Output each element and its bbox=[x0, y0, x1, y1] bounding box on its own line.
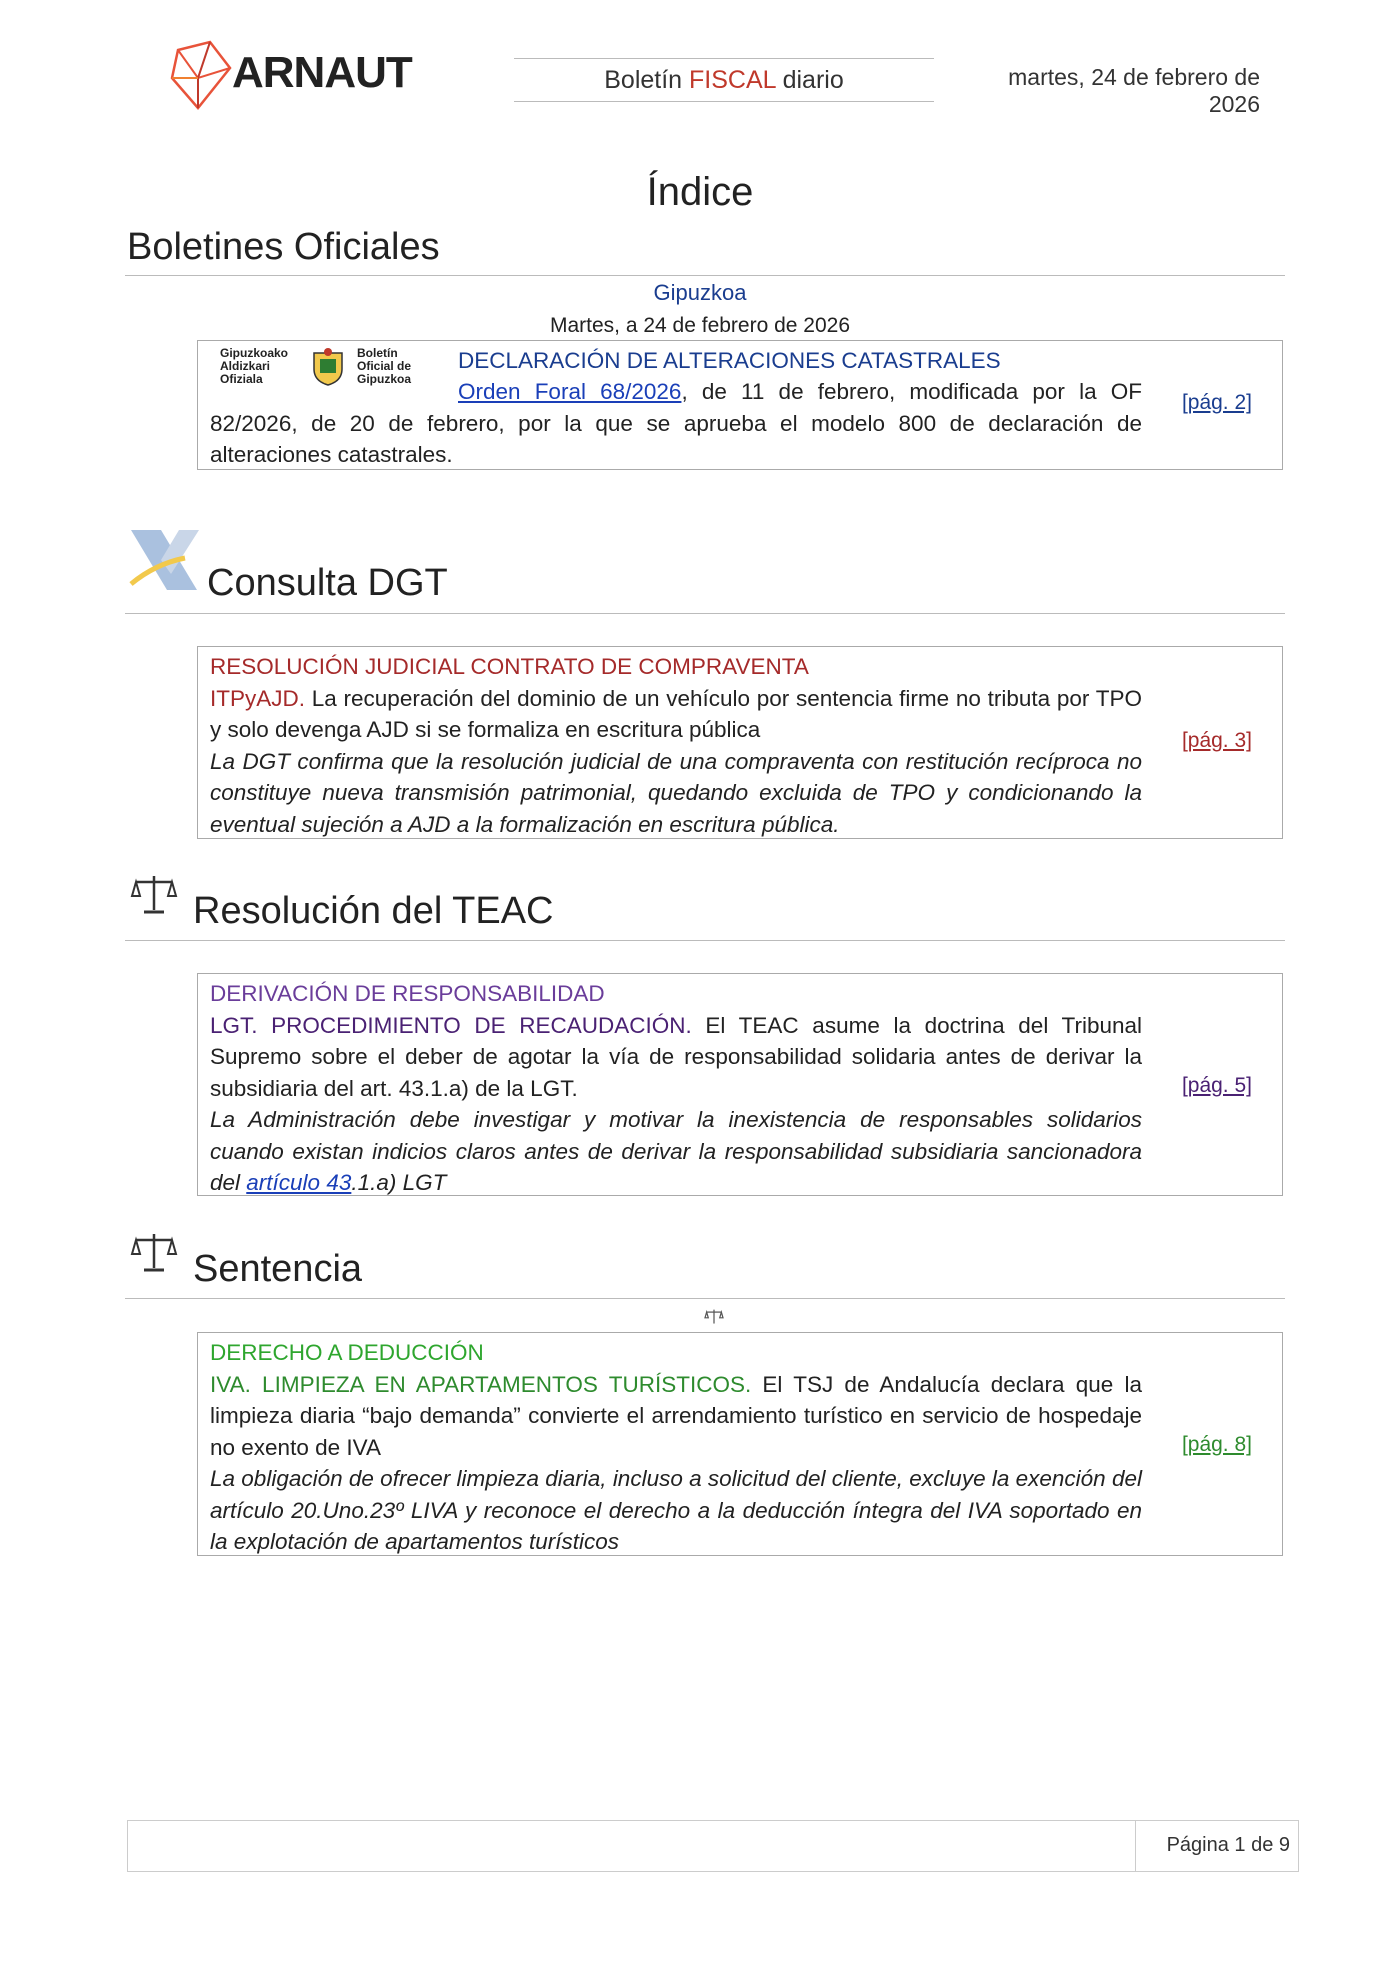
bog-logo-text-left: Gipuzkoako Aldizkari Ofiziala bbox=[220, 346, 289, 386]
small-scales-icon bbox=[704, 1308, 724, 1326]
region-label: Gipuzkoa bbox=[653, 280, 747, 305]
header-date: martes, 24 de febrero de 2026 bbox=[1008, 64, 1260, 117]
entry-lead: IVA. LIMPIEZA EN APARTAMENTOS TURÍSTICOS. bbox=[210, 1371, 752, 1397]
gazette-date: Martes, a 24 de febrero de 2026 bbox=[549, 314, 851, 337]
entry-heading: RESOLUCIÓN JUDICIAL CONTRATO DE COMPRAVENTA bbox=[210, 654, 809, 679]
arnaut-logo-icon bbox=[168, 38, 234, 112]
page-ref-link[interactable]: [pág. 3] bbox=[1181, 729, 1252, 752]
section-divider bbox=[125, 613, 1285, 614]
entry-box-boletin bbox=[197, 340, 1283, 470]
entry-summary: La obligación de ofrecer limpieza diaria, incluso a solicitud del cliente, excluye la exención del artículo 20.Uno.23º LIVA y reconoce el derecho a la deducción íntegra del IVA soportado en la explotación de apartamentos turísticos bbox=[210, 1466, 1142, 1554]
entry-summary: La Administración debe investigar y motivar la inexistencia de responsables solidarios cuando existan indicios claros antes de derivar la responsabilidad subsidiaria sancionadora del artículo 43.1.a) LGT bbox=[210, 1107, 1142, 1195]
section-title-boletines: Boletines Oficiales bbox=[127, 226, 440, 268]
entry-summary: La DGT confirma que la resolución judicial de una compraventa con restitución recíproca no constituye nueva transmisión patrimonial, quedando excluida de TPO y condicionando la eventual sujeción a AJD a la formalización en escritura pública. bbox=[210, 748, 1142, 837]
bulletin-title: Boletín FISCAL diario bbox=[514, 58, 934, 102]
entry-body: DERECHO A DEDUCCIÓN IVA. LIMPIEZA EN APARTAMENTOS TURÍSTICOS. El TSJ de Andalucía declara que la limpieza diaria “bajo demanda” convierte el arrendamiento turístico en servicio de hospedaje no exento de IVA La obligación de ofrecer limpieza diaria, incluso a solicitud del cliente, excluye la exención del artículo 20.Uno.23º LIVA y reconoce el derecho a la deducción íntegra del IVA soportado en la explotación de apartamentos turísticos bbox=[210, 1337, 1142, 1558]
entry-box-sentencia bbox=[197, 1332, 1283, 1556]
articulo-43-link[interactable]: artículo 43 bbox=[246, 1170, 352, 1195]
entry-box-dgt bbox=[197, 646, 1283, 839]
section-title-dgt: Consulta DGT bbox=[207, 562, 448, 604]
entry-heading: DERIVACIÓN DE RESPONSABILIDAD bbox=[210, 981, 605, 1006]
orden-foral-link[interactable]: Orden Foral 68/2026 bbox=[458, 379, 682, 404]
entry-body: RESOLUCIÓN JUDICIAL CONTRATO DE COMPRAVENTA ITPyAJD. La recuperación del dominio de un vehículo por sentencia firme no tributa por TPO y solo devenga AJD si se formaliza en escritura pública La DGT confirma que la resolución judicial de una compraventa con restitución recíproca no constituye nueva transmisión patrimonial, quedando excluida de TPO y condicionando la eventual sujeción a AJD a la formalización en escritura pública. bbox=[210, 651, 1142, 840]
section-title-teac: Resolución del TEAC bbox=[193, 890, 554, 932]
page-ref-link[interactable]: [pág. 5] bbox=[1181, 1074, 1252, 1097]
section-divider bbox=[125, 940, 1285, 941]
entry-lead: ITPyAJD. bbox=[210, 685, 306, 711]
section-divider bbox=[125, 1298, 1285, 1299]
entry-body: Orden Foral 68/2026, de 11 de febrero, modificada por la OF 82/2026, de 20 de febrero, por la que se aprueba el modelo 800 de declaración de alteraciones catastrales. bbox=[210, 379, 1142, 467]
page-number: Página 1 de 9 bbox=[1166, 1834, 1290, 1856]
entry-lead: LGT. PROCEDIMIENTO DE RECAUDACIÓN. bbox=[210, 1012, 692, 1038]
page-title: Índice bbox=[646, 170, 754, 214]
footer-box bbox=[127, 1820, 1299, 1872]
bulletin-fiscal-word: FISCAL bbox=[689, 66, 776, 94]
entry-heading: DERECHO A DEDUCCIÓN bbox=[210, 1340, 484, 1365]
brand-logo-text: ARNAUT bbox=[232, 48, 412, 97]
scales-of-justice-icon bbox=[130, 872, 178, 916]
section-divider bbox=[125, 275, 1285, 276]
bog-logo-text-right: Boletín Oficial de Gipuzkoa bbox=[357, 346, 412, 386]
scales-of-justice-icon bbox=[130, 1230, 178, 1274]
entry-box-teac bbox=[197, 973, 1283, 1196]
aeat-logo-icon bbox=[125, 524, 205, 596]
entry-heading: DECLARACIÓN DE ALTERACIONES CATASTRALES bbox=[458, 348, 1001, 373]
section-title-sentencia: Sentencia bbox=[193, 1248, 363, 1290]
page-ref-link[interactable]: [pág. 2] bbox=[1181, 391, 1252, 414]
page-ref-link[interactable]: [pág. 8] bbox=[1181, 1433, 1252, 1456]
footer-divider bbox=[1135, 1820, 1136, 1872]
entry-body: DERIVACIÓN DE RESPONSABILIDAD LGT. PROCEDIMIENTO DE RECAUDACIÓN. El TEAC asume la doctrina del Tribunal Supremo sobre el deber de agotar la vía de responsabilidad solidaria antes de derivar la subsidiaria del art. 43.1.a) de la LGT. La Administración debe investigar y motivar la inexistencia de responsables solidarios cuando existan indicios claros antes de derivar la responsabilidad subsidiaria sancionadora del artículo 43.1.a) LGT bbox=[210, 978, 1142, 1199]
